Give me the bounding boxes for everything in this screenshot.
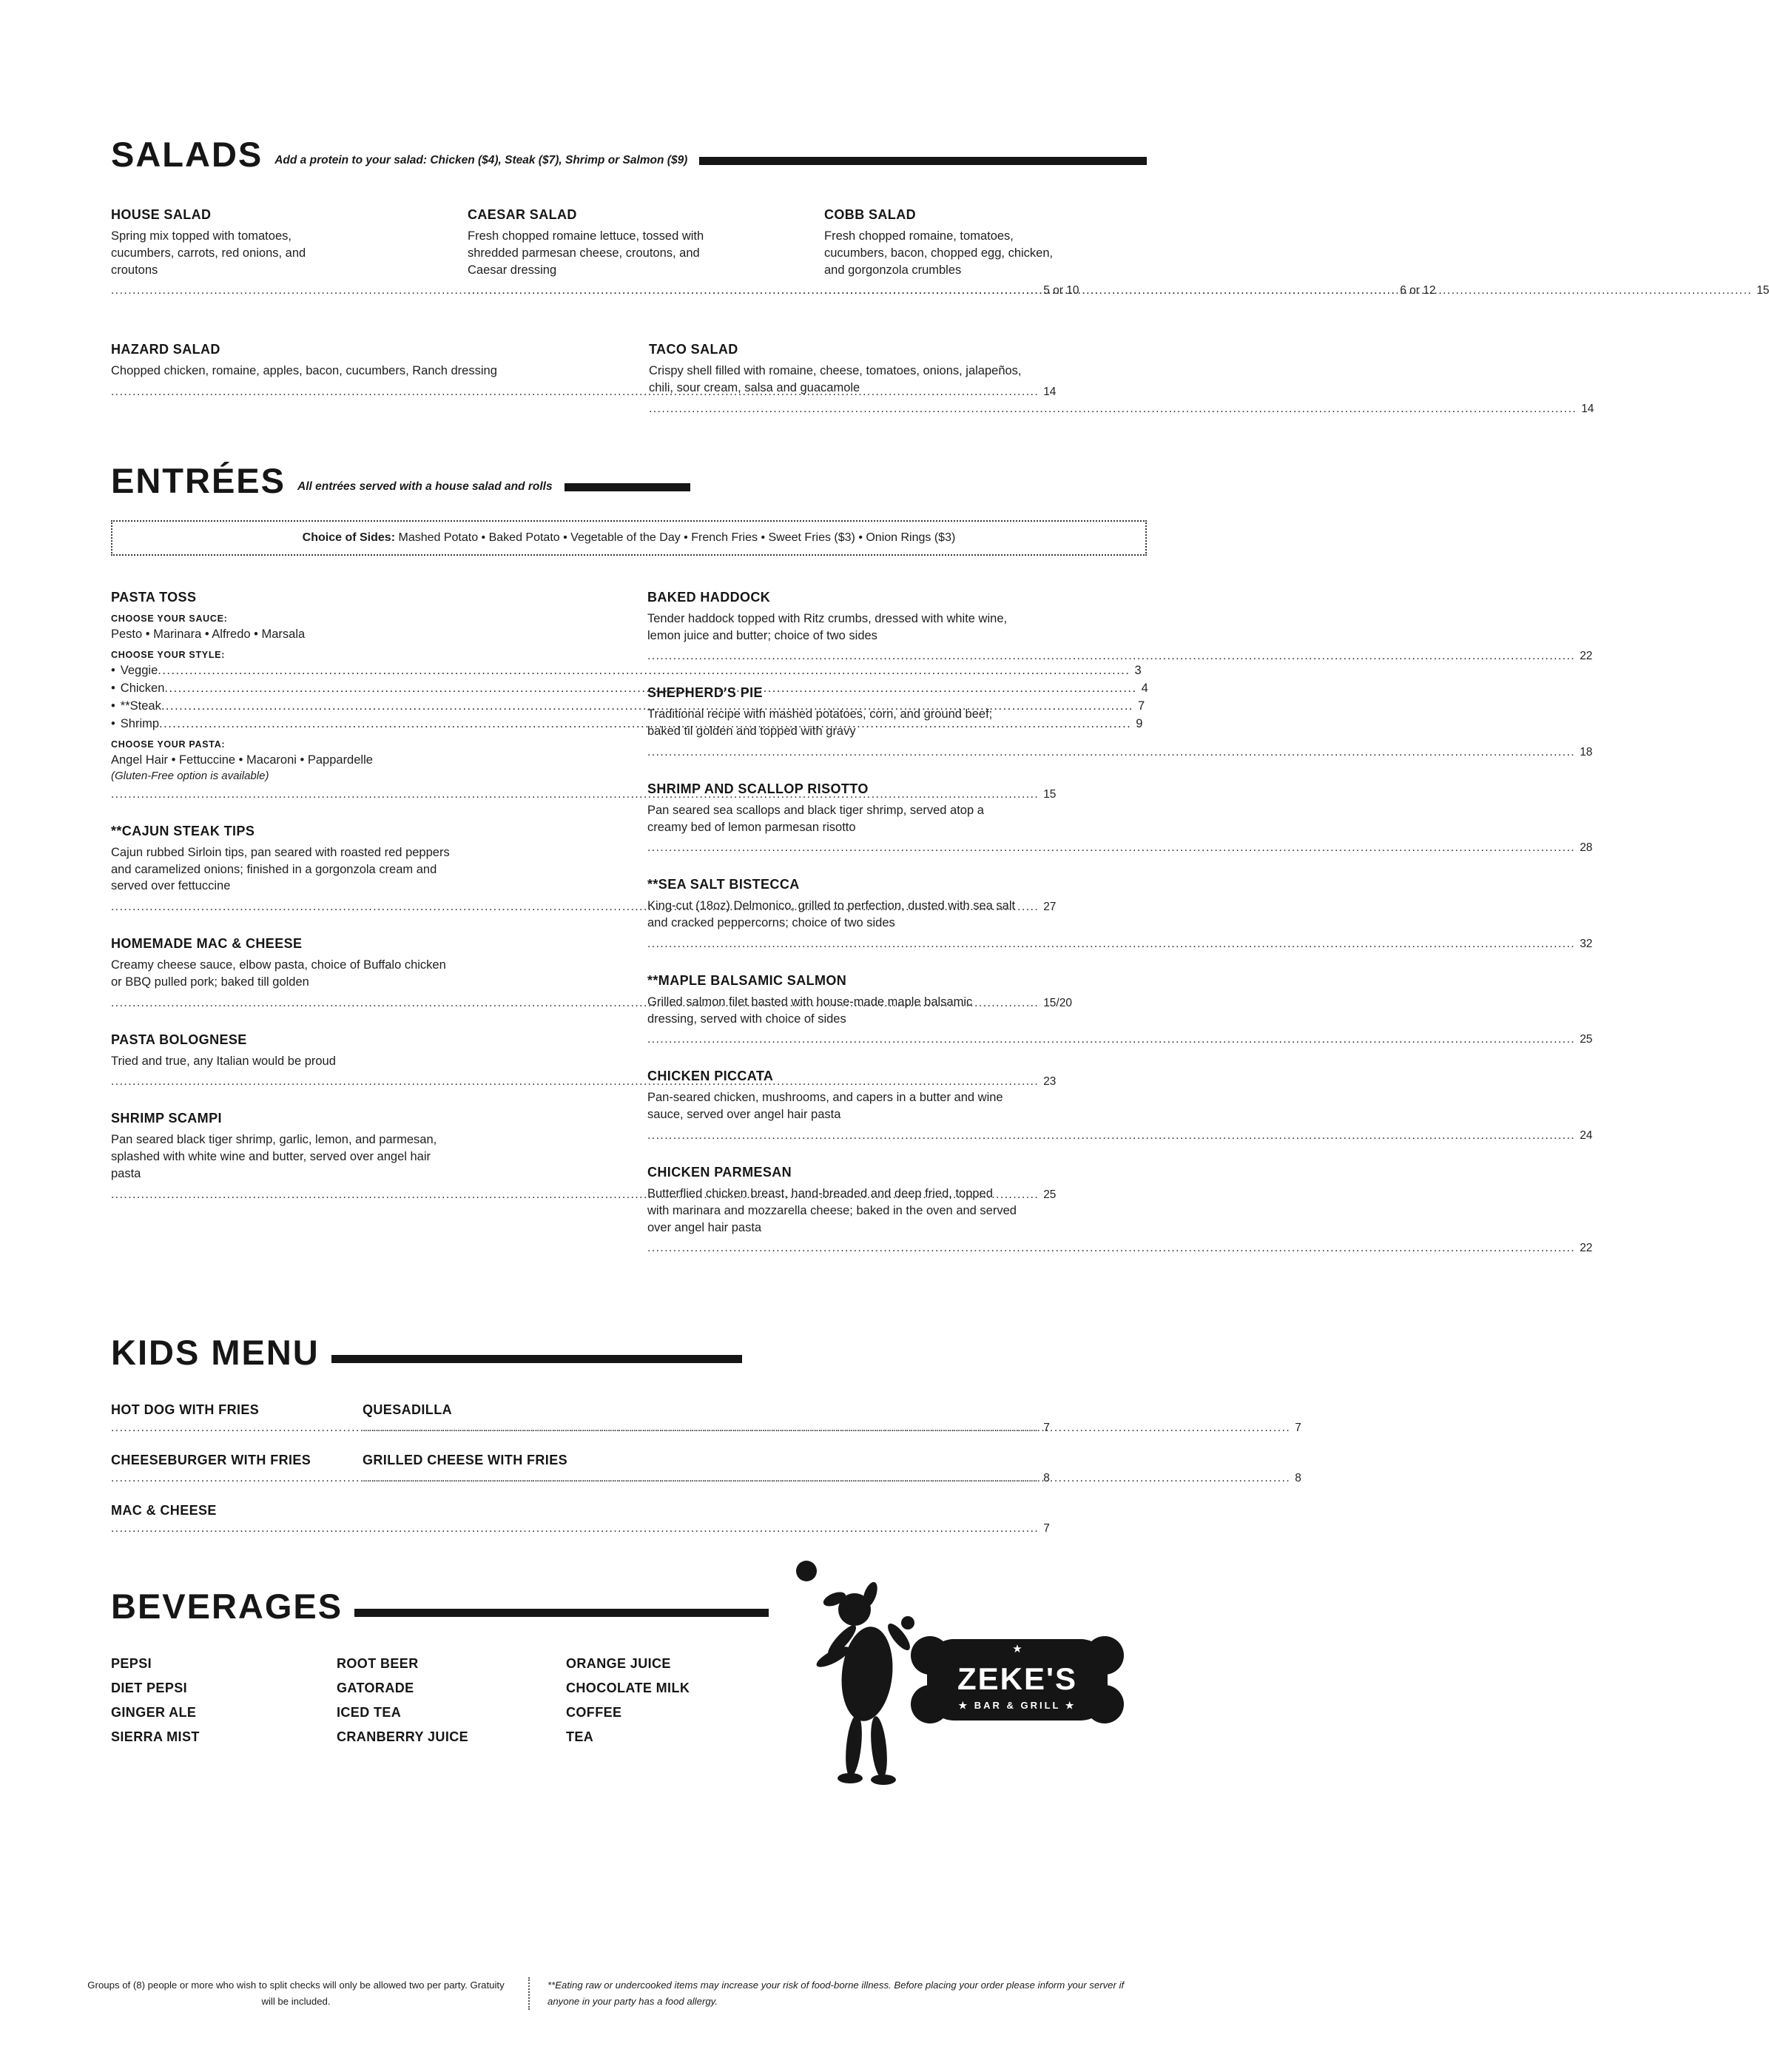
menu-item-grilled-cheese — [363, 1453, 1301, 1485]
dot-leader — [824, 284, 1752, 297]
footer — [81, 1977, 1147, 2010]
dot-leader — [647, 938, 1575, 951]
price-leader — [111, 284, 1079, 297]
sides-options: Mashed Potato • Baked Potato • Vegetable of the Day • French Fries • Sweet Fries ($3) • Onion Rings ($3) — [398, 531, 956, 544]
item-description: Grilled salmon filet basted with house-made maple balsamic dressing, served with choice of sides — [647, 995, 973, 1026]
price: 3 — [1134, 663, 1142, 677]
dot-leader — [647, 1129, 1575, 1143]
entrees-grid — [111, 589, 1593, 1277]
price: 6 or 12 — [1400, 284, 1436, 297]
menu-item-taco-salad — [649, 342, 1594, 416]
item-name: **CAJUN STEAK TIPS — [111, 823, 255, 838]
dot-leader — [647, 650, 1575, 663]
menu-item-quesadilla — [363, 1402, 1301, 1435]
sauce-options: Pesto • Marinara • Alfredo • Marsala — [111, 627, 306, 641]
dot-leader — [647, 1242, 1575, 1255]
choose-sauce-label: CHOOSE YOUR SAUCE: — [111, 613, 228, 624]
price: 14 — [1043, 386, 1057, 399]
beverages-column-2 — [337, 1656, 566, 1754]
price-leader — [647, 1129, 1592, 1143]
price-leader — [647, 1242, 1592, 1255]
gluten-free-note: (Gluten-Free option is available) — [111, 769, 269, 782]
entrees-section — [111, 460, 1593, 1277]
item-name: CHICKEN PICCATA — [647, 1069, 774, 1084]
price: 9 — [1136, 716, 1143, 730]
menu-item-sea-salt-bistecca — [647, 877, 1592, 951]
footer-divider — [528, 1977, 530, 2010]
price: 22 — [1580, 1242, 1593, 1255]
item-description: Chopped chicken, romaine, apples, bacon, cucumbers, Ranch dressing — [111, 364, 497, 378]
style-name: • Veggie — [120, 663, 158, 677]
item-name: PASTA BOLOGNESE — [111, 1032, 247, 1047]
price-leader — [647, 938, 1592, 951]
beverage-name: CRANBERRY JUICE — [337, 1729, 469, 1745]
beverage-name: SIERRA MIST — [111, 1729, 200, 1745]
menu-item-shepherds-pie — [647, 685, 1592, 759]
item-description: Fresh chopped romaine, tomatoes, cucumbers, bacon, chopped egg, chicken, and gorgonzola crumbles — [824, 229, 1054, 277]
entrees-note: All entrées served with a house salad and rolls — [297, 480, 553, 493]
price: 7 — [1043, 1522, 1050, 1536]
salads-title: SALADS — [111, 135, 263, 174]
beverage-name: GATORADE — [337, 1681, 414, 1696]
dot-leader — [647, 1033, 1575, 1046]
item-description: King-cut (18oz) Delmonico, grilled to perfection, dusted with sea salt and cracked peppercorns; choice of two sides — [647, 899, 1016, 930]
item-description: Creamy cheese sauce, elbow pasta, choice of Buffalo chicken or BBQ pulled pork; baked till golden — [111, 958, 446, 989]
beverage-name: ORANGE JUICE — [566, 1656, 671, 1672]
price: 25 — [1043, 1188, 1057, 1201]
item-description: Pan-seared chicken, mushrooms, and capers in a butter and wine sauce, served over angel hair pasta — [647, 1091, 1003, 1122]
kids-right-column — [363, 1402, 1301, 1553]
pasta-style-row — [111, 699, 1145, 713]
sides-label: Choice of Sides: — [302, 531, 396, 544]
item-description: Crispy shell filled with romaine, cheese, tomatoes, onions, jalapeños, chili, sour cream, salsa and guacamole — [649, 364, 1022, 395]
item-name: HOMEMADE MAC & CHEESE — [111, 936, 303, 952]
style-name: • Shrimp — [120, 716, 160, 730]
salads-row-1 — [111, 207, 1769, 297]
item-description: Traditional recipe with mashed potatoes, corn, and ground beef; baked til golden and topped with gravy — [647, 707, 993, 739]
salads-section — [111, 135, 1769, 416]
kids-header — [111, 1333, 1147, 1373]
menu-item-maple-balsamic-salmon — [647, 973, 1592, 1047]
price: 8 — [1043, 1472, 1050, 1485]
beverages-column-1 — [111, 1656, 337, 1754]
salads-divider-bar — [699, 157, 1147, 165]
price: 32 — [1580, 937, 1593, 950]
item-name: CHEESEBURGER WITH FRIES — [111, 1453, 311, 1468]
price: 7 — [1043, 1422, 1050, 1435]
item-name: SHEPHERD'S PIE — [647, 685, 763, 701]
price: 27 — [1043, 901, 1057, 914]
item-description: Fresh chopped romaine lettuce, tossed with shredded parmesan cheese, croutons, and Caesar dressing — [468, 229, 704, 277]
menu-item-kids-mac-cheese — [111, 1503, 1050, 1536]
zekes-logo — [777, 1552, 1147, 1818]
dog-illustration — [777, 1552, 947, 1803]
price: 5 or 10 — [1043, 284, 1079, 297]
price: 24 — [1580, 1129, 1593, 1143]
price-leader — [363, 1472, 1301, 1485]
pasta-style-row — [111, 716, 1143, 731]
price: 15 — [1756, 284, 1769, 297]
price: 18 — [1580, 745, 1593, 758]
beverages-divider-bar — [354, 1609, 769, 1617]
menu-item-shrimp-scallop-risotto — [647, 781, 1592, 855]
entrees-right-column — [647, 590, 1592, 1277]
kids-title: KIDS MENU — [111, 1333, 320, 1373]
entrees-divider-bar — [565, 483, 690, 491]
item-description: Pan seared sea scallops and black tiger shrimp, served atop a creamy bed of lemon parmesan risotto — [647, 803, 984, 834]
style-name: • **Steak — [120, 699, 161, 713]
item-description: Tried and true, any Italian would be proud — [111, 1054, 336, 1068]
ball-icon — [796, 1561, 817, 1581]
price-leader — [647, 746, 1592, 759]
price: 22 — [1580, 650, 1593, 663]
beverage-name: DIET PEPSI — [111, 1681, 188, 1696]
price-leader — [111, 1472, 1050, 1485]
beverage-name: COFFEE — [566, 1705, 622, 1720]
item-name: CHICKEN PARMESAN — [647, 1165, 792, 1180]
pasta-options: Angel Hair • Fettuccine • Macaroni • Pappardelle — [111, 753, 373, 767]
price-leader — [111, 1522, 1050, 1536]
menu-item-baked-haddock — [647, 590, 1592, 664]
choose-pasta-label: CHOOSE YOUR PASTA: — [111, 739, 226, 750]
salads-note: Add a protein to your salad: Chicken ($4), Steak ($7), Shrimp or Salmon ($9) — [274, 154, 688, 166]
item-name: TACO SALAD — [649, 342, 738, 357]
item-description: Cajun rubbed Sirloin tips, pan seared with roasted red peppers and caramelized onions; finished in a gorgonzola cream and served over fettuccine — [111, 845, 450, 893]
price: 15 — [1043, 787, 1057, 801]
price-leader — [111, 996, 1072, 1010]
item-description: Tender haddock topped with Ritz crumbs, dressed with white wine, lemon juice and butter; choice of two sides — [647, 611, 1008, 642]
beverages-title: BEVERAGES — [111, 1587, 343, 1627]
beverage-name: CHOCOLATE MILK — [566, 1681, 690, 1696]
beverages-section — [111, 1589, 1147, 1754]
price: 15/20 — [1043, 996, 1072, 1009]
style-name: • Chicken — [120, 681, 165, 695]
item-name: **MAPLE BALSAMIC SALMON — [647, 972, 847, 988]
choice-of-sides-box — [111, 520, 1147, 556]
price-leader — [111, 1422, 1050, 1435]
item-description: Butterflied chicken breast, hand-breaded and deep fried, topped with marinara and mozzarella cheese; baked in the oven and served over angel hair pasta — [647, 1187, 1017, 1234]
entrees-header — [111, 460, 1147, 500]
item-name: HAZARD SALAD — [111, 342, 220, 357]
choose-style-label: CHOOSE YOUR STYLE: — [111, 649, 226, 660]
item-name: SHRIMP AND SCALLOP RISOTTO — [647, 781, 869, 796]
beverage-name: TEA — [566, 1729, 594, 1745]
dot-leader — [363, 1422, 1290, 1435]
price: 14 — [1581, 402, 1594, 415]
item-name: COBB SALAD — [824, 207, 916, 222]
price: 23 — [1043, 1075, 1057, 1089]
price-leader — [111, 1188, 1057, 1202]
dot-leader — [649, 403, 1577, 416]
kids-menu-section — [111, 1333, 1301, 1553]
price-leader — [363, 1422, 1301, 1435]
kids-divider-bar — [331, 1355, 742, 1363]
item-name: SHRIMP SCAMPI — [111, 1111, 222, 1126]
dot-leader — [363, 1472, 1290, 1485]
entrees-title: ENTRÉES — [111, 460, 286, 500]
menu-item-chicken-piccata — [647, 1069, 1592, 1143]
beverage-name: ROOT BEER — [337, 1656, 419, 1672]
beverage-name: ICED TEA — [337, 1705, 402, 1720]
price: 7 — [1295, 1422, 1301, 1435]
price-leader — [111, 901, 1057, 914]
price: 7 — [1138, 699, 1145, 713]
kids-grid — [111, 1402, 1301, 1553]
price-leader — [111, 386, 1057, 399]
footer-allergy-warning: **Eating raw or undercooked items may increase your risk of food-borne illness. Before placing your order please inform your server if anyone in your party has a food allergy. — [547, 1980, 1125, 2007]
price-leader — [649, 403, 1594, 416]
price: 28 — [1580, 841, 1593, 855]
price: 25 — [1580, 1033, 1593, 1046]
footer-split-check-policy: Groups of (8) people or more who wish to split checks will only be allowed two per party. Gratuity will be included. — [87, 1980, 505, 2007]
item-description: Pan seared black tiger shrimp, garlic, lemon, and parmesan, splashed with white wine and butter, served over angel hair pasta — [111, 1133, 437, 1180]
item-description: Spring mix topped with tomatoes, cucumbers, carrots, red onions, and croutons — [111, 229, 306, 277]
dot-leader — [647, 746, 1575, 759]
item-name: QUESADILLA — [363, 1402, 452, 1418]
item-name: HOUSE SALAD — [111, 207, 212, 222]
beverage-name: GINGER ALE — [111, 1705, 197, 1720]
item-name: PASTA TOSS — [111, 589, 197, 605]
item-name: CAESAR SALAD — [468, 207, 577, 222]
item-name: BAKED HADDOCK — [647, 589, 771, 605]
salads-row-2 — [111, 342, 1594, 416]
beverage-name: PEPSI — [111, 1656, 152, 1672]
pasta-style-row — [111, 663, 1142, 678]
logo-tagline: ★ BAR & GRILL ★ — [958, 1700, 1076, 1712]
logo-name: ZEKE'S — [957, 1661, 1078, 1697]
item-name: MAC & CHEESE — [111, 1503, 217, 1518]
menu-item-chicken-parmesan — [647, 1165, 1592, 1255]
price-leader — [647, 650, 1592, 663]
item-name: GRILLED CHEESE WITH FRIES — [363, 1453, 568, 1468]
price-leader — [647, 1033, 1592, 1046]
salads-header — [111, 137, 1147, 172]
item-name: HOT DOG WITH FRIES — [111, 1402, 260, 1418]
price-leader — [647, 841, 1592, 855]
beverages-column-3 — [566, 1656, 795, 1754]
dot-leader — [647, 841, 1575, 855]
price: 8 — [1295, 1472, 1301, 1485]
price: 4 — [1141, 681, 1148, 695]
star-icon: ★ — [1012, 1643, 1022, 1656]
item-name: **SEA SALT BISTECCA — [647, 877, 800, 892]
